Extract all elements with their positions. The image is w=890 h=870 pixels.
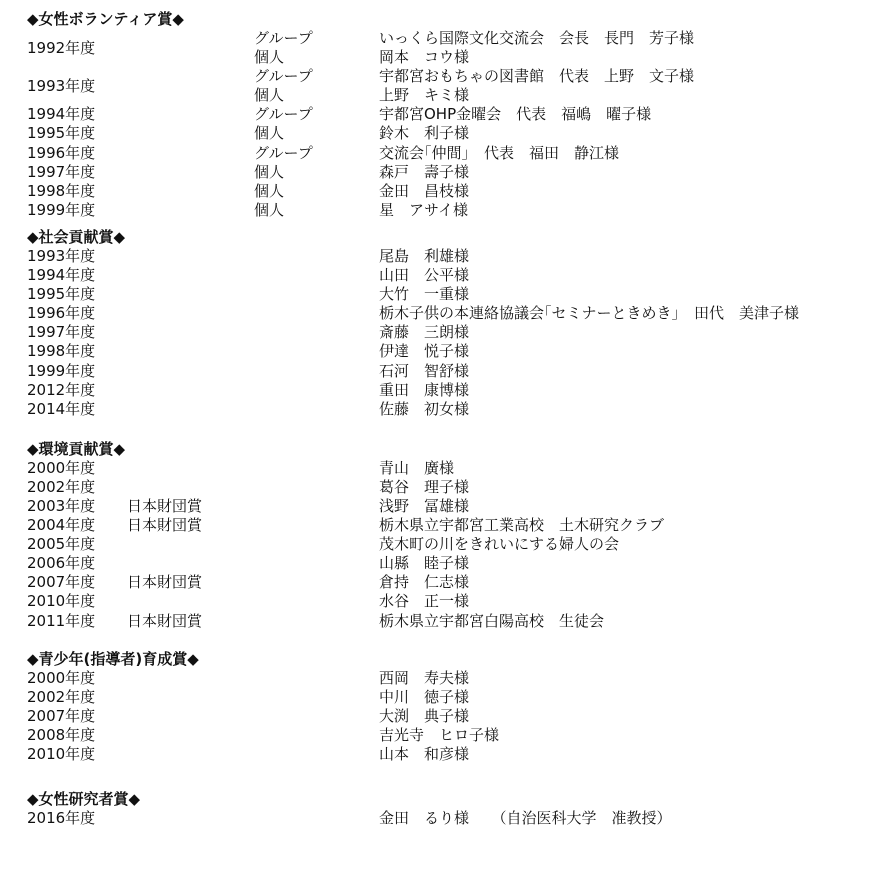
award-type: グループ xyxy=(254,105,313,124)
section-heading: ◆社会貢献賞◆ xyxy=(27,227,126,246)
list-row xyxy=(27,362,877,381)
fiscal-year: 2007年度 xyxy=(27,573,96,592)
list-row xyxy=(27,726,877,745)
recipient-name: 栃木県立宇都宮白陽高校 生徒会 xyxy=(379,611,605,630)
list-row xyxy=(27,285,877,304)
recipient-name: 金田 るり様 （自治医科大学 准教授） xyxy=(379,809,672,828)
fiscal-year: 1997年度 xyxy=(27,162,96,181)
recipient-name: 大竹 一重様 xyxy=(379,285,470,304)
award-type: 個人 xyxy=(254,162,285,181)
recipient-name: 栃木子供の本連絡協議会｢セミナーときめき｣ 田代 美津子様 xyxy=(379,304,800,323)
list-row xyxy=(27,77,877,105)
special-award-label: 日本財団賞 xyxy=(127,611,203,630)
fiscal-year: 2014年度 xyxy=(27,399,96,418)
award-document xyxy=(27,0,877,828)
fiscal-year: 2003年度 xyxy=(27,496,96,515)
recipient-name: 佐藤 初女様 xyxy=(379,399,470,418)
fiscal-year: 2010年度 xyxy=(27,592,96,611)
list-row xyxy=(27,182,877,201)
recipient-name: 中川 徳子様 xyxy=(379,687,470,706)
list-row xyxy=(27,29,877,48)
list-row xyxy=(27,400,877,419)
list-row xyxy=(27,516,877,535)
fiscal-year: 1994年度 xyxy=(27,105,96,124)
recipient-name: 伊達 悦子様 xyxy=(379,342,470,361)
recipient-name: 大渕 典子様 xyxy=(379,706,470,725)
recipient-name: 山本 和彦様 xyxy=(379,745,470,763)
recipient-name: 倉持 仁志様 xyxy=(379,573,470,592)
list-row xyxy=(27,535,877,554)
award-type: 個人 xyxy=(254,86,285,105)
list-row xyxy=(27,809,877,828)
list-row xyxy=(27,459,877,478)
award-type: 個人 xyxy=(254,181,285,200)
recipient-name: 上野 キミ様 xyxy=(379,86,470,105)
award-type: グループ xyxy=(254,29,313,47)
fiscal-year: 1999年度 xyxy=(27,361,96,380)
list-row xyxy=(27,163,877,182)
list-row xyxy=(27,745,877,764)
recipient-name: 葛谷 理子様 xyxy=(379,477,470,496)
list-row xyxy=(27,497,877,516)
section-social-contribution xyxy=(27,228,877,419)
section-women-volunteer xyxy=(27,10,877,220)
recipient-name: 山縣 睦子様 xyxy=(379,554,470,573)
list-row xyxy=(27,266,877,285)
list-row xyxy=(27,201,877,220)
list-row xyxy=(27,342,877,361)
recipient-name: 青山 廣様 xyxy=(379,458,455,477)
list-row xyxy=(27,304,877,323)
recipient-name: 星 アサイ様 xyxy=(379,200,468,219)
recipient-name: いっくら国際文化交流会 会長 長門 芳子様 xyxy=(379,29,695,47)
list-row xyxy=(27,67,877,86)
fiscal-year: 2004年度 xyxy=(27,516,96,535)
recipient-name: 斎藤 三朗様 xyxy=(379,323,470,342)
list-row xyxy=(27,247,877,266)
fiscal-year: 2011年度 xyxy=(27,611,96,630)
special-award-label: 日本財団賞 xyxy=(127,496,203,515)
section-women-researcher xyxy=(27,790,877,828)
fiscal-year: 1994年度 xyxy=(27,266,96,285)
list-row xyxy=(27,478,877,497)
fiscal-year: 2008年度 xyxy=(27,725,96,744)
fiscal-year: 1992年度 xyxy=(27,39,96,58)
special-award-label: 日本財団賞 xyxy=(127,516,203,535)
fiscal-year: 2002年度 xyxy=(27,687,96,706)
award-type: 個人 xyxy=(254,200,285,219)
recipient-name: 宇都宮おもちゃの図書館 代表 上野 文子様 xyxy=(379,67,695,86)
fiscal-year: 2012年度 xyxy=(27,380,96,399)
fiscal-year: 1993年度 xyxy=(27,246,96,265)
fiscal-year: 2016年度 xyxy=(27,809,96,828)
fiscal-year: 1999年度 xyxy=(27,200,96,219)
recipient-name: 水谷 正一様 xyxy=(379,592,470,611)
fiscal-year: 1995年度 xyxy=(27,285,96,304)
award-type: グループ xyxy=(254,67,313,86)
list-row xyxy=(27,381,877,400)
section-heading: ◆女性ボランティア賞◆ xyxy=(27,10,184,28)
list-row xyxy=(27,323,877,342)
fiscal-year: 2010年度 xyxy=(27,745,96,763)
fiscal-year: 2006年度 xyxy=(27,554,96,573)
recipient-name: 山田 公平様 xyxy=(379,266,470,285)
recipient-name: 交流会｢仲間｣ 代表 福田 静江様 xyxy=(379,143,620,162)
section-heading: ◆青少年(指導者)育成賞◆ xyxy=(27,649,199,668)
fiscal-year: 2000年度 xyxy=(27,458,96,477)
list-row xyxy=(27,707,877,726)
fiscal-year: 2000年度 xyxy=(27,668,96,687)
fiscal-year: 1996年度 xyxy=(27,143,96,162)
list-row xyxy=(27,592,877,611)
recipient-name: 金田 昌枝様 xyxy=(379,181,470,200)
list-row xyxy=(27,573,877,592)
fiscal-year: 1993年度 xyxy=(27,77,96,96)
section-heading: ◆女性研究者賞◆ xyxy=(27,790,141,809)
list-row xyxy=(27,554,877,573)
fiscal-year: 1996年度 xyxy=(27,304,96,323)
recipient-name: 茂木町の川をきれいにする婦人の会 xyxy=(379,535,620,554)
list-row xyxy=(27,124,877,143)
recipient-name: 石河 智舒様 xyxy=(379,361,470,380)
fiscal-year: 2007年度 xyxy=(27,706,96,725)
fiscal-year: 1998年度 xyxy=(27,342,96,361)
award-type: グループ xyxy=(254,143,313,162)
recipient-name: 重田 康博様 xyxy=(379,380,470,399)
recipient-name: 西岡 寿夫様 xyxy=(379,668,470,687)
list-row xyxy=(27,105,877,124)
section-environment-contribution xyxy=(27,440,877,631)
section-youth-leader xyxy=(27,650,877,764)
recipient-name: 浅野 冨雄様 xyxy=(379,496,470,515)
special-award-label: 日本財団賞 xyxy=(127,573,203,592)
award-type: 個人 xyxy=(254,48,285,67)
fiscal-year: 2005年度 xyxy=(27,535,96,554)
recipient-name: 宇都宮OHP金曜会 代表 福嶋 曜子様 xyxy=(379,105,652,124)
list-row xyxy=(27,669,877,688)
award-type: 個人 xyxy=(254,124,285,143)
recipient-name: 森戸 壽子様 xyxy=(379,162,470,181)
fiscal-year: 1995年度 xyxy=(27,124,96,143)
list-row xyxy=(27,612,877,631)
list-row xyxy=(27,144,877,163)
section-heading: ◆環境貢献賞◆ xyxy=(27,439,126,458)
recipient-name: 栃木県立宇都宮工業高校 土木研究クラブ xyxy=(379,516,665,535)
list-row xyxy=(27,688,877,707)
fiscal-year: 1997年度 xyxy=(27,323,96,342)
recipient-name: 鈴木 利子様 xyxy=(379,124,470,143)
recipient-name: 岡本 コウ様 xyxy=(379,48,470,67)
list-row xyxy=(27,39,877,67)
recipient-name: 吉光寺 ヒロ子様 xyxy=(379,725,500,744)
fiscal-year: 1998年度 xyxy=(27,181,96,200)
recipient-name: 尾島 利雄様 xyxy=(379,246,470,265)
fiscal-year: 2002年度 xyxy=(27,477,96,496)
